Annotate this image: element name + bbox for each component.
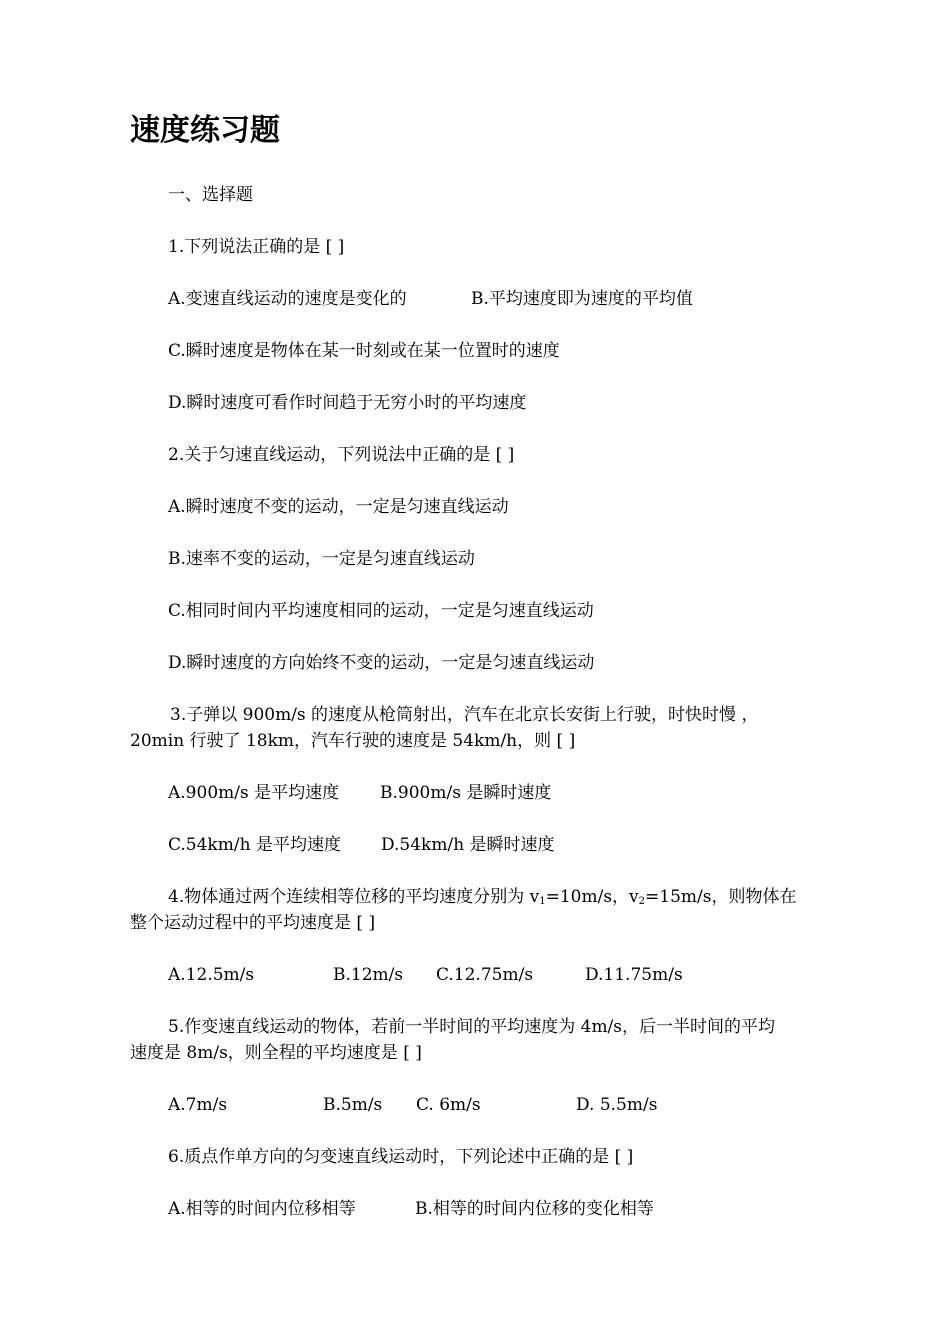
question-2-option-a: A.瞬时速度不变的运动，一定是匀速直线运动	[168, 497, 509, 517]
subscript-1: 1	[539, 896, 546, 907]
question-4-option-b: B.12m/s	[333, 965, 404, 985]
question-4-stem-part-2: =10m/s，v	[545, 887, 639, 907]
question-4-stem-part-3: =15m/s，则物体在	[645, 887, 797, 907]
question-1-option-a: A.变速直线运动的速度是变化的	[168, 289, 407, 309]
question-4-stem-line-2: 整个运动过程中的平均速度是 [ ]	[130, 913, 376, 933]
question-2-option-d: D.瞬时速度的方向始终不变的运动，一定是匀速直线运动	[168, 653, 595, 673]
question-2-option-c: C.相同时间内平均速度相同的运动，一定是匀速直线运动	[168, 601, 594, 621]
question-5-stem-line-1: 5.作变速直线运动的物体，若前一半时间的平均速度为 4m/s，后一半时间的平均	[168, 1017, 776, 1037]
question-5-option-b: B.5m/s	[323, 1095, 383, 1115]
question-4-stem-part-1: 4.物体通过两个连续相等位移的平均速度分别为 v	[168, 887, 540, 907]
question-6-option-a: A.相等的时间内位移相等	[168, 1199, 356, 1219]
question-4-option-c: C.12.75m/s	[436, 965, 534, 985]
question-3-option-c: C.54km/h 是平均速度	[168, 835, 341, 855]
page-title: 速度练习题	[130, 113, 280, 148]
question-2-option-b: B.速率不变的运动，一定是匀速直线运动	[168, 549, 475, 569]
question-4-option-a: A.12.5m/s	[168, 965, 255, 985]
question-2-stem: 2.关于匀速直线运动，下列说法中正确的是 [ ]	[168, 445, 515, 465]
question-3-option-a: A.900m/s 是平均速度	[168, 783, 340, 803]
question-5-option-a: A.7m/s	[168, 1095, 228, 1115]
question-4-option-d: D.11.75m/s	[585, 965, 683, 985]
question-6-option-b: B.相等的时间内位移的变化相等	[415, 1199, 654, 1219]
question-3-option-d: D.54km/h 是瞬时速度	[381, 835, 555, 855]
question-3-stem-line-2: 20min 行驶了 18km，汽车行驶的速度是 54km/h，则 [ ]	[130, 731, 576, 751]
question-3-stem-line-1: 3.子弹以 900m/s 的速度从枪筒射出，汽车在北京长安街上行驶，时快时慢 ，	[170, 705, 759, 725]
question-5-option-d: D. 5.5m/s	[576, 1095, 658, 1115]
question-1-option-d: D.瞬时速度可看作时间趋于无穷小时的平均速度	[168, 393, 527, 413]
question-6-stem: 6.质点作单方向的匀变速直线运动时，下列论述中正确的是 [ ]	[168, 1147, 634, 1167]
question-1-option-b: B.平均速度即为速度的平均值	[471, 289, 693, 309]
question-4-stem-line-1	[168, 884, 797, 910]
question-5-option-c: C. 6m/s	[416, 1095, 481, 1115]
question-1-stem: 1.下列说法正确的是 [ ]	[168, 237, 345, 257]
section-heading: 一、选择题	[168, 185, 253, 205]
question-1-option-c: C.瞬时速度是物体在某一时刻或在某一位置时的速度	[168, 341, 560, 361]
subscript-2: 2	[638, 896, 646, 907]
question-3-option-b: B.900m/s 是瞬时速度	[380, 783, 552, 803]
question-5-stem-line-2: 速度是 8m/s，则全程的平均速度是 [ ]	[130, 1043, 422, 1063]
